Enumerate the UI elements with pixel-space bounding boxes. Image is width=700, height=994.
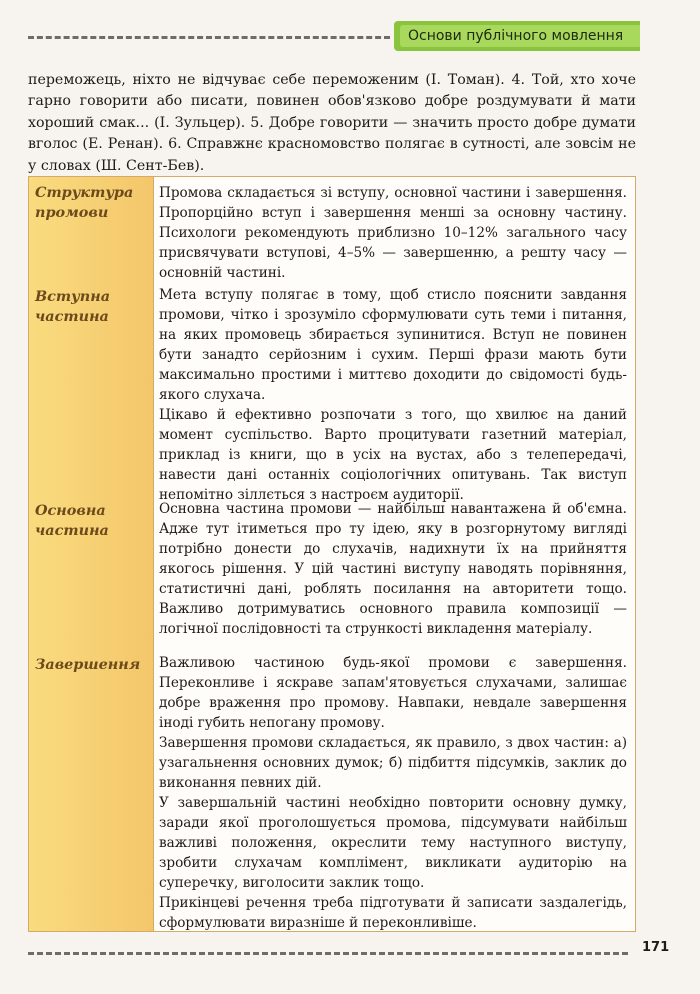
- intro-paragraph: [28, 70, 636, 177]
- section-title: Основи публічного мовлення: [400, 25, 640, 47]
- definition-paragraph: Промова складається зі вступу, основної частини і завершення. Пропорційно вступ і завершення менші за основну частину. Психологи рекомендують приблизно 10–12% загального часу присвячувати вступові, 4–5% — завершенню, а решту часу — основній частині.: [159, 185, 627, 281]
- definition-introduction: [159, 285, 627, 505]
- definition-structure: [159, 183, 627, 283]
- definition-paragraph: У завершальній частині необхідно повторити основну думку, заради якої проголошується промова, підсумувати найбільш важливі положення, окреслити тему наступного виступу, зробити слухачам комплімент, викликати аудиторію на суперечку, виголосити заклик тощо.: [159, 795, 627, 891]
- definition-main-part: [159, 499, 627, 639]
- term-conclusion: Завершення: [35, 656, 141, 673]
- term-main-part: Основна частина: [35, 502, 109, 539]
- definition-paragraph: Мета вступу полягає в тому, щоб стисло пояснити завдання промови, чітко і зрозуміло сформулювати суть теми і питання, на яких промовець збирається зупинитися. Вступ не повинен бути занадто серйозним і сухим. Перші фрази мають бути максимально простими і миттєво доходити до свідомості будь-якого слухача.: [159, 287, 627, 403]
- section-tab: [394, 21, 640, 51]
- definition-paragraph: Основна частина промови — найбільш навантажена й об'ємна. Адже тут ітиметься про ту ідею, яку в розгорнутому вигляді потрібно донести до слухачів, надихнути їх на прийняття якогось рішення. У цій частині виступу наводять порівняння, статистичні дані, роблять посилання на авторитети тощо. Важливо дотримуватись основного правила композиції — логічної послідовності та стрункості викладення матеріалу.: [159, 501, 627, 637]
- definition-conclusion: [159, 653, 627, 933]
- page-number: 171: [642, 940, 670, 955]
- definition-paragraph: Прикінцеві речення треба підготувати й записати заздалегідь, сформулювати виразніше й переконливіше.: [159, 895, 627, 931]
- definition-paragraph: Цікаво й ефективно розпочати з того, що хвилює на даний момент суспільство. Варто процитувати газетний матеріал, приклад із книги, що в усіх на вустах, або з телепередачі, навести дані останніх соціологічних опитувань. Так виступ непомітно зіллється з настроєм аудиторії.: [159, 407, 627, 503]
- term-structure: Структура промови: [35, 184, 134, 221]
- header-divider: [28, 36, 390, 39]
- footer-divider: [28, 952, 628, 955]
- intro-text: переможець, ніхто не відчуває себе переможеним (І. Томан). 4. Той, хто хоче гарно говорити або писати, повинен обов'язково добре роздумувати й мати хороший смак... (І. Зульцер). 5. Добре говорити — значить просто добре думати вголос (Е. Ренан). 6. Справжнє красномовство полягає в сутності, але зовсім не у словах (Ш. Сент-Бев).: [28, 72, 636, 174]
- definition-paragraph: Важливою частиною будь-якої промови є завершення. Переконливе і яскраве запам'ятовується слухачами, залишає добре враження про промову. Навпаки, невдале завершення іноді губить непогану промову.: [159, 655, 627, 731]
- speech-structure-table: [28, 176, 636, 932]
- definition-paragraph: Завершення промови складається, як правило, з двох частин: а) узагальнення основних думок; б) підбиття підсумків, заклик до виконання певних дій.: [159, 735, 627, 791]
- term-introduction: Вступна частина: [35, 288, 111, 325]
